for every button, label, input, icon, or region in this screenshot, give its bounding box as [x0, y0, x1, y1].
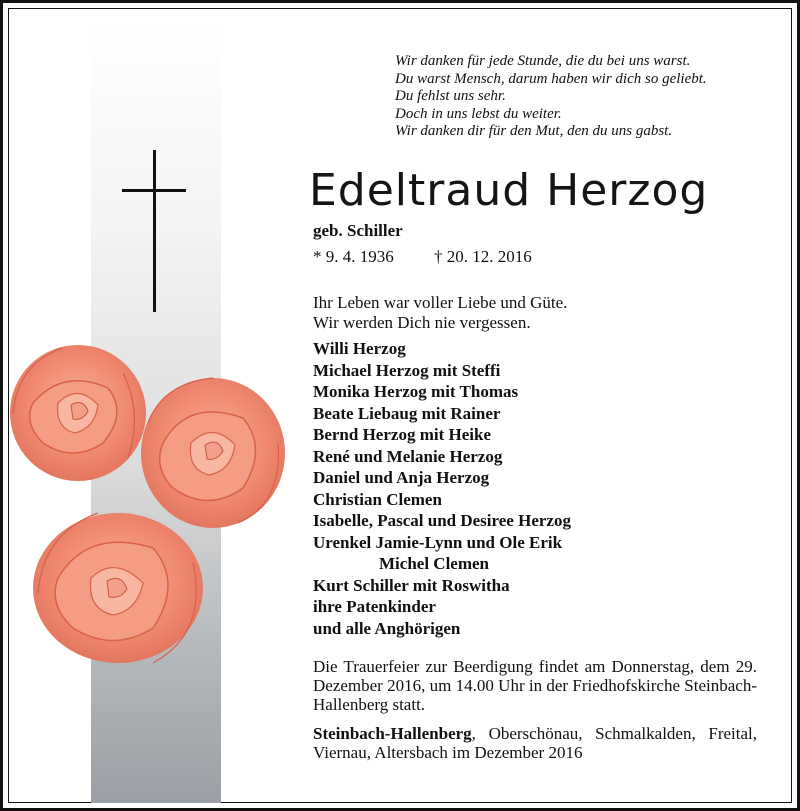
poem-line: Wir danken für jede Stunde, die du bei uns warst. [395, 53, 691, 69]
place-town: Steinbach-Hallenberg [313, 724, 472, 743]
poem-line: Du warst Mensch, darum haben wir dich so geliebt. [395, 70, 707, 87]
mourner: Michel Clemen [379, 554, 489, 573]
rose-icon [141, 378, 285, 528]
mourner: ihre Patenkinder [313, 597, 436, 616]
mourner: Kurt Schiller mit Roswitha [313, 575, 510, 595]
deceased-name: Edeltraud Herzog [309, 165, 709, 216]
birth-date: * 9. 4. 1936 [313, 247, 394, 266]
mourner: René und Melanie Herzog [313, 446, 503, 466]
life-dates [313, 247, 532, 267]
cross-icon-bar [122, 189, 186, 192]
verse [313, 293, 567, 333]
poem-line: Doch in uns lebst du weiter. [395, 105, 562, 122]
place-rest: , Oberschönau, Schmalkalden, Freital, Viernau, Altersbach im Dezember 2016 [313, 724, 757, 762]
verse-line: Ihr Leben war voller Liebe und Güte. [313, 293, 568, 312]
mourner: Michael Herzog mit Steffi [313, 360, 501, 380]
maiden-name: geb. Schiller [313, 221, 403, 240]
mourner: Beate Liebaug mit Rainer [313, 403, 501, 423]
mourner: Urenkel Jamie-Lynn und Ole Erik [313, 532, 563, 552]
rose-icon [10, 345, 146, 481]
funeral-notice: Die Trauerfeier zur Beerdigung findet am Donnerstag, dem 29. Dezember 2016, um 14.00 Uhr in der Friedhofskirche Steinbach-Hallenberg statt. [313, 657, 757, 714]
poem-line: Du fehlst uns sehr. [395, 88, 506, 104]
death-date: † 20. 12. 2016 [434, 247, 532, 266]
mourner: Monika Herzog mit Thomas [313, 382, 519, 401]
poem-line: Wir danken dir für den Mut, den du uns gabst. [395, 123, 673, 139]
place-and-date [313, 724, 757, 762]
mourner: Isabelle, Pascal und Desiree Herzog [313, 511, 571, 530]
cross-icon [153, 150, 156, 312]
rose-icon [33, 513, 203, 663]
mourner: Willi Herzog [313, 339, 406, 358]
roses-illustration [3, 333, 303, 668]
mourner: Bernd Herzog mit Heike [313, 425, 491, 444]
verse-line: Wir werden Dich nie vergessen. [313, 313, 531, 332]
mourner: Christian Clemen [313, 489, 442, 509]
mourner: Daniel und Anja Herzog [313, 468, 490, 487]
mourner: und alle Anghörigen [313, 618, 461, 638]
poem [395, 53, 707, 141]
mourners-list [313, 338, 571, 639]
